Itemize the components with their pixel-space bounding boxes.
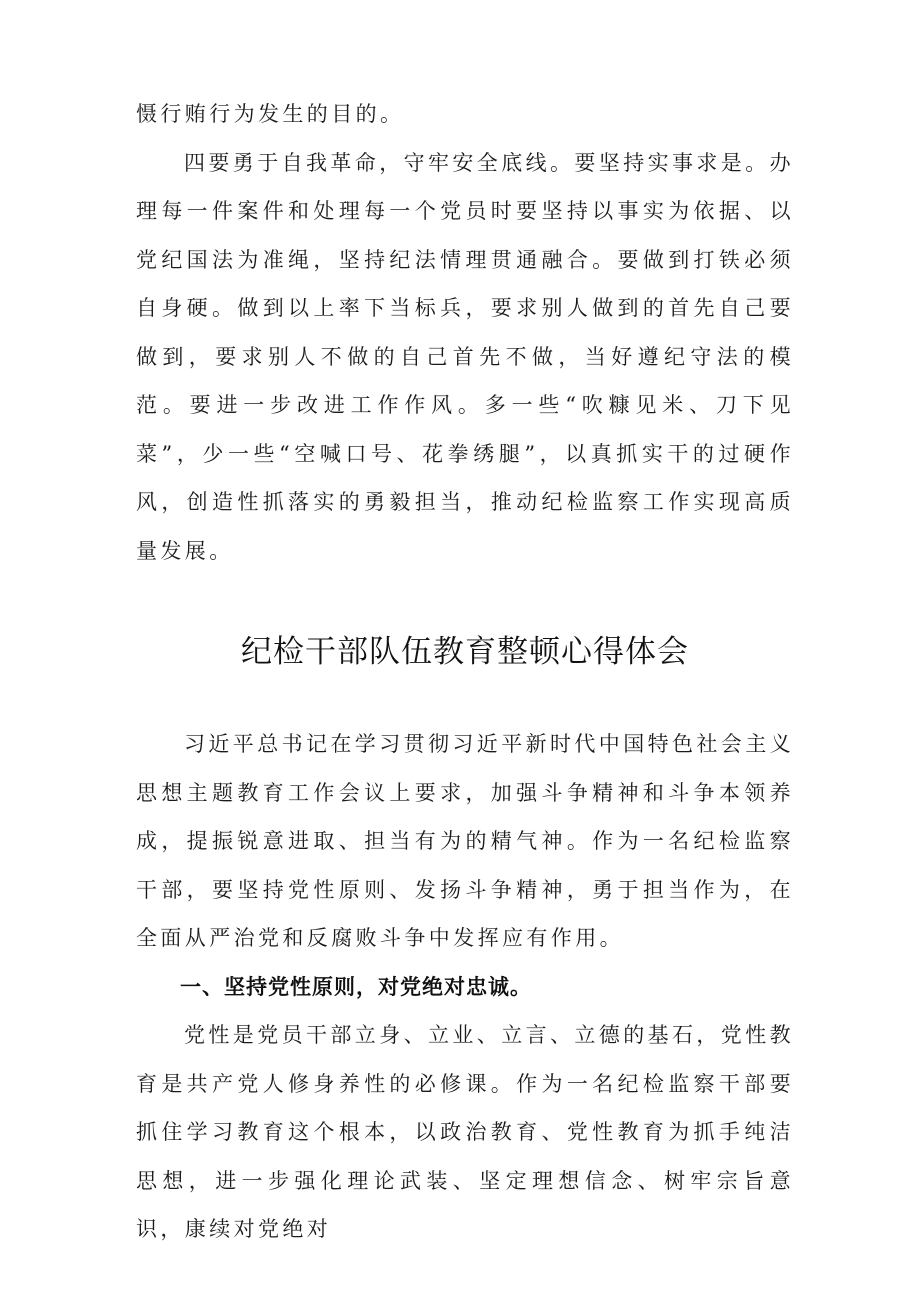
document-body bbox=[136, 90, 794, 1254]
section-one-paragraph: 党性是党员干部立身、立业、立言、立德的基石，党性教育是共产党人修身养性的必修课。作为一名纪检监察干部要抓住学习教育这个根本，以政治教育、党性教育为抓手纯洁思想，进一步强化理论武装、坚定理想信念、树牢宗旨意识，康续对党绝对 bbox=[136, 1023, 794, 1241]
previous-paragraph-tail: 慑行贿行为发生的目的。 bbox=[136, 102, 405, 126]
lead-paragraph: 习近平总书记在学习贯彻习近平新时代中国特色社会主义思想主题教育工作会议上要求，加强斗争精神和斗争本领养成，提振锐意进取、担当有为的精气神。作为一名纪检监察干部，要坚持党性原则、发扬斗争精神，勇于担当作为，在全面从严治党和反腐败斗争中发挥应有作用。 bbox=[136, 732, 794, 950]
section-heading-one: 一、坚持党性原则，对党绝对忠诚。 bbox=[180, 974, 532, 999]
paragraph-point-four: 四要勇于自我革命，守牢安全底线。要坚持实事求是。办理每一件案件和处理每一个党员时要坚持以事实为依据、以党纪国法为准绳，坚持纪法情理贯通融合。要做到打铁必须自身硬。做到以上率下当标兵，要求别人做到的首先自己要做到，要求别人不做的自己首先不做，当好遵纪守法的模范。要进一步改进工作作风。多一些“吹糠见米、刀下见菜”，少一些“空喊口号、花拳绣腿”，以真抓实干的过硬作风，创造性抓落实的勇毅担当，推动纪检监察工作实现高质量发展。 bbox=[136, 150, 794, 563]
article-title: 纪检干部队伍教育整顿心得体会 bbox=[241, 634, 689, 670]
